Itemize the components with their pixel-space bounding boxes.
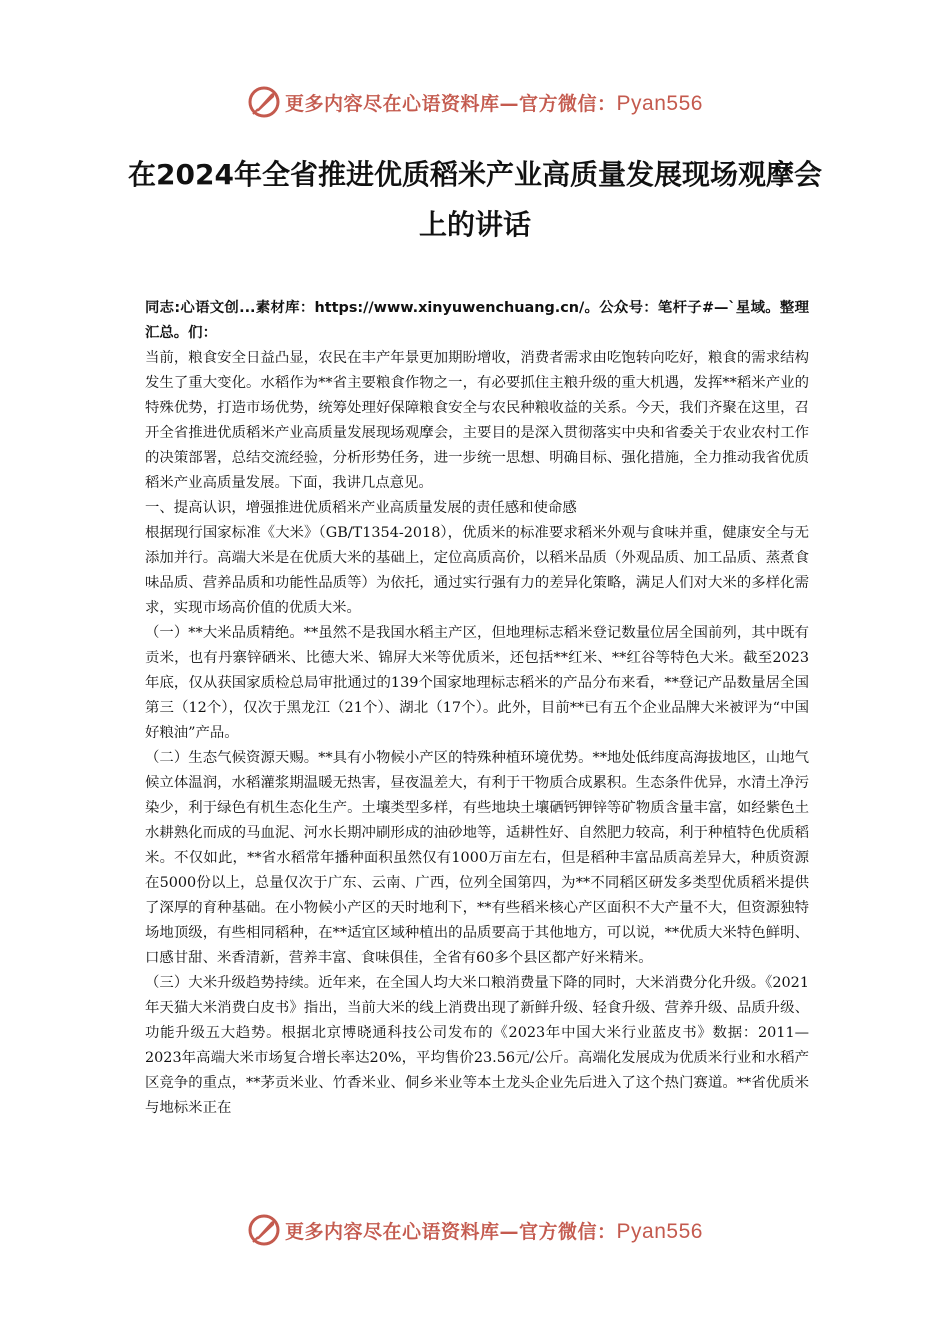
quill-pen-logo-icon — [247, 1213, 281, 1247]
wechat-id: Pyan556 — [616, 1219, 703, 1243]
paragraph-intro: 当前，粮食安全日益凸显，农民在丰产年景更加期盼增收，消费者需求由吃饱转向吃好，粮食的需求结构发生了重大变化。水稻作为**省主要粮食作物之一，有必要抓住主粮升级的重大机遇，发挥**稻米产业的特殊优势，打造市场优势，统筹处理好保障粮食安全与农民种粮收益的关系。今天，我们齐聚在这里，召开全省推进优质稻米产业高质量发展现场观摩会，主要目的是深入贯彻落实中央和省委关于农业农村工作的决策部署，总结交流经验，分析形势任务，进一步统一思想、明确目标、强化措施，全力推动我省优质稻米产业高质量发展。下面，我讲几点意见。 — [145, 350, 809, 491]
paragraph: （一）**大米品质精绝。**虽然不是我国水稻主产区，但地理标志稻米登记数量位居全国前列，其中既有贡米，也有丹寨锌硒米、比德大米、锦屏大米等优质米，还包括**红米、**红谷等特色大米。截至2023年底，仅从获国家质检总局审批通过的139个国家地理标志稻米的产品分布来看，**登记产品数量居全国第三（12个），仅次于黑龙江（21个）、湖北（17个）。此外，目前**已有五个企业品牌大米被评为“中国好粮油”产品。 — [145, 625, 809, 741]
source-note: 同志:心语文创...素材库：https://www.xinyuwenchuang.cn/。公众号：笔杆子#—`星域。整理汇总。们： — [145, 300, 809, 341]
quill-pen-logo-icon — [247, 85, 281, 119]
banner-text: 更多内容尽在心语资料库—官方微信：Pyan556 — [285, 91, 703, 115]
footer-banner — [0, 1210, 950, 1250]
banner-text: 更多内容尽在心语资料库—官方微信：Pyan556 — [285, 1219, 703, 1243]
paragraph: 根据现行国家标准《大米》（GB/T1354-2018），优质米的标准要求稻米外观与食味并重，健康安全与无添加并行。高端大米是在优质大米的基础上，定位高质高价，以稻米品质（外观品质、加工品质、蒸煮食味品质、营养品质和功能性品质等）为依托，通过实行强有力的差异化策略，满足人们对大米的多样化需求，实现市场高价值的优质大米。 — [145, 525, 809, 616]
paragraph: （三）大米升级趋势持续。近年来，在全国人均大米口粮消费量下降的同时，大米消费分化升级。《2021年天猫大米消费白皮书》指出，当前大米的线上消费出现了新鲜升级、轻食升级、营养升级、品质升级、功能升级五大趋势。根据北京博晓通科技公司发布的《2023年中国大米行业蓝皮书》数据：2011—2023年高端大米市场复合增长率达20%，平均售价23.56元/公斤。高端化发展成为优质米行业和水稻产区竞争的重点，**茅贡米业、竹香米业、侗乡米业等本土龙头企业先后进入了这个热门赛道。**省优质米与地标米正在 — [145, 975, 809, 1116]
header-banner — [0, 82, 950, 122]
wechat-id: Pyan556 — [616, 91, 703, 115]
document-body — [145, 296, 809, 1121]
document-title: 在2024年全省推进优质稻米产业高质量发展现场观摩会上的讲话 — [128, 158, 822, 241]
paragraph: （二）生态气候资源天赐。**具有小物候小产区的特殊种植环境优势。**地处低纬度高海拔地区，山地气候立体温润，水稻灌浆期温暖无热害，昼夜温差大，有利于干物质合成累积。生态条件优异，水清土净污染少，利于绿色有机生态化生产。土壤类型多样，有些地块土壤硒钙钾锌等矿物质含量丰富，如经紫色土水耕熟化而成的马血泥、河水长期冲刷形成的油砂地等，适耕性好、自然肥力较高，利于种植特色优质稻米。不仅如此，**省水稻常年播种面积虽然仅有1000万亩左右，但是稻种丰富品质高差异大，种质资源在5000份以上，总量仅次于广东、云南、广西，位列全国第四，为**不同稻区研发多类型优质稻米提供了深厚的育种基础。在小物候小产区的天时地利下，**有些稻米核心产区面积不大产量不大，但资源独特场地顶级，有些相同稻种，在**适宜区域种植出的品质要高于其他地方，可以说，**优质大米特色鲜明、口感甘甜、米香清新，营养丰富、食味俱佳，全省有60多个县区都产好米精米。 — [145, 750, 809, 966]
section-heading-1: 一、提高认识，增强推进优质稻米产业高质量发展的责任感和使命感 — [145, 500, 577, 516]
